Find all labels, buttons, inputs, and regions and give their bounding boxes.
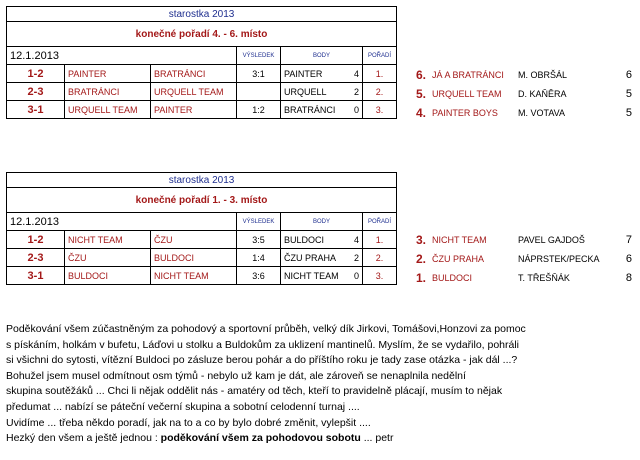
list-item [416,104,632,123]
col-points: BODY [281,213,363,231]
rank: 1. [363,65,397,83]
message-line: Uvidíme ... třeba někdo poradí, jak na to a co by bylo dobré změnit, vylepšit .... [6,416,371,429]
match-date: 12.1.2013 [7,213,237,231]
col-rank: POŘADÍ [363,213,397,231]
home-team: ČZU [65,249,151,267]
standing-team: NICHT TEAM [284,270,339,281]
list-item [416,85,632,104]
place: 2. [416,252,427,266]
message-line: Hezký den všem a ještě jednou : [6,432,158,445]
message-line: s pískáním, holkám v bufetu, Láďovi u stolku a Buldokům za uklizení mantinelů. Myslím, že se vydařilo, pohráli [6,338,520,351]
points: 8 [625,272,632,284]
standing-points: 4 [353,68,359,79]
score: 3:6 [237,267,281,285]
captain: PAVEL GAJDOŠ [518,235,585,245]
closing-tail: ... petr [360,432,394,445]
score [237,83,281,101]
captain: NÁPRSTEK/PECKA [518,254,600,264]
table-row [7,65,397,83]
points: 6 [625,253,632,265]
home-team: PAINTER [65,65,151,83]
standing-cell [281,101,363,119]
table-row [7,231,397,249]
standing-points: 4 [353,234,359,245]
table-row [7,83,397,101]
match-date: 12.1.2013 [7,47,237,65]
message-line: předumat ... nabízí se páteční večerní skupina a sobotní celodenní turnaj .... [6,400,360,413]
col-points: BODY [281,47,363,65]
message-line: Poděkování všem zúčastněným za pohodový a sportovní průběh, velký dík Jirkovi, Tomášovi,Honzovi za pomoc [6,323,526,335]
points: 6 [625,69,632,81]
standing-cell [281,231,363,249]
results-table [6,6,397,119]
league-name: starostka 2013 [7,173,397,188]
standing-points: 0 [353,270,359,281]
standing-team: ČZU PRAHA [284,252,337,263]
standings-block-4-6 [6,6,396,119]
list-item [416,250,632,269]
score: 1:2 [237,101,281,119]
score: 3:1 [237,65,281,83]
standing-team: BULDOCI [284,234,325,245]
message-line: si všichni do sytosti, vítězní Buldoci po zásluze berou pohár a do příštího roku je tady zase otázka - jak dál ...? [6,354,518,367]
game-id: 3-1 [7,101,65,119]
standing-team: PAINTER [284,68,323,79]
standing-cell [281,267,363,285]
message-line: skupina soutěžáků ... Chci li nějak oddělit nás - amatéry od těch, kteří to pravidelně plácají, musím to nějak [6,385,503,398]
team-name: URQUELL TEAM [432,89,502,99]
place: 4. [416,106,427,120]
list-item [416,231,632,250]
place: 6. [416,68,427,82]
home-team: NICHT TEAM [65,231,151,249]
rank: 2. [363,249,397,267]
away-team: ČZU [151,231,237,249]
captain: T. TŘEŠŇÁK [518,273,570,283]
table-row [7,101,397,119]
team-name: PAINTER BOYS [432,108,498,118]
standings-block-1-3 [6,172,396,285]
game-id: 2-3 [7,249,65,267]
home-team: BRATRÁNCI [65,83,151,101]
points: 7 [625,234,632,246]
home-team: BULDOCI [65,267,151,285]
rank: 1. [363,231,397,249]
message-closing-line [6,431,634,447]
score: 1:4 [237,249,281,267]
away-team: URQUELL TEAM [151,83,237,101]
thank-you-message [6,322,634,447]
col-score: VÝSLEDEK [237,213,281,231]
table-row [7,267,397,285]
final-placings-4-6 [416,66,632,123]
col-score: VÝSLEDEK [237,47,281,65]
rank: 3. [363,267,397,285]
rank: 3. [363,101,397,119]
final-placings-1-3 [416,231,632,288]
game-id: 1-2 [7,65,65,83]
game-id: 2-3 [7,83,65,101]
away-team: BULDOCI [151,249,237,267]
away-team: BRATRÁNCI [151,65,237,83]
score: 3:5 [237,231,281,249]
game-id: 3-1 [7,267,65,285]
points: 5 [625,88,632,100]
standing-points: 0 [353,104,359,115]
away-team: NICHT TEAM [151,267,237,285]
list-item [416,269,632,288]
points: 5 [625,107,632,119]
away-team: PAINTER [151,101,237,119]
table-title: konečné pořadí 4. - 6. místo [7,22,397,47]
results-table [6,172,397,285]
table-row [7,249,397,267]
captain: D. KAŇĚRA [518,89,567,99]
closing-bold: poděkování všem za pohodovou sobotu [160,432,361,445]
list-item [416,66,632,85]
team-name: JÁ A BRATRÁNCI [432,70,504,80]
standing-points: 2 [353,86,359,97]
standing-cell [281,249,363,267]
league-name: starostka 2013 [7,7,397,22]
standing-cell [281,65,363,83]
standing-team: BRATRÁNCI [284,104,336,115]
home-team: URQUELL TEAM [65,101,151,119]
place: 1. [416,271,427,285]
standing-cell [281,83,363,101]
captain: M. VOTAVA [518,108,566,118]
standing-points: 2 [353,252,359,263]
team-name: BULDOCI [432,273,473,283]
team-name: NICHT TEAM [432,235,487,245]
standing-team: URQUELL [284,86,327,97]
table-title: konečné pořadí 1. - 3. místo [7,188,397,213]
place: 3. [416,233,427,247]
captain: M. OBRŠÁL [518,70,568,80]
game-id: 1-2 [7,231,65,249]
message-line: Bohužel jsem musel odmítnout osm týmů - nebylo už kam je dát, ale zároveň se nenaplnila nedělní [6,369,466,382]
rank: 2. [363,83,397,101]
col-rank: POŘADÍ [363,47,397,65]
place: 5. [416,87,427,101]
team-name: ČZU PRAHA [432,254,485,264]
